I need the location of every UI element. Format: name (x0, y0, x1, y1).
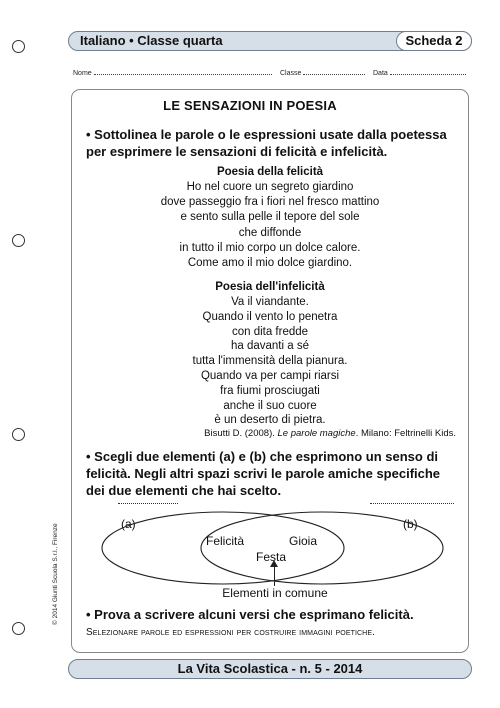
poem-line: tutta l'immensità della pianura. (192, 355, 348, 368)
poem-line: Ho nel cuore un segreto giardino (186, 181, 354, 193)
label-a: (a) (121, 517, 136, 531)
poem-line: Come amo il mio dolce giardino. (187, 257, 353, 269)
instruction-venn: • Scegli due elementi (a) e (b) che esprimono un senso di felicità. Negli altri spazi scrivi le parole amiche specifiche dei due elementi che hai scelto. (86, 449, 441, 498)
instruction-underline: • Sottolinea le parole o le espressioni usate dalla poetessa per esprimere le sensazioni di felicità e infelicità. (86, 127, 447, 159)
venn-ellipse-b (201, 512, 443, 584)
poem-line: anche il suo cuore (223, 399, 317, 412)
citation-publisher: . Milano: Feltrinelli Kids. (355, 428, 456, 439)
poem-line: fra fiumi prosciugati (220, 384, 320, 397)
venn-word-gioia: Gioia (289, 534, 318, 548)
common-elements-label: Elementi in comune (222, 586, 328, 600)
hint-text: Selezionare parole ed espressioni per costruire immagini poetiche. (86, 627, 375, 638)
citation-book: Le parole magiche (277, 428, 356, 439)
poem-line: ha davanti a sé (230, 340, 309, 353)
name-label: Nome (73, 70, 92, 77)
poem-line: Quando il vento lo penetra (202, 310, 338, 323)
poem-line: dove passeggio fra i fiori nel fresco mattino (160, 196, 380, 209)
scheda-badge: Scheda 2 (396, 31, 472, 51)
poem-line: in tutto il mio corpo un dolce calore. (179, 241, 361, 254)
poem-line: Quando va per campi riarsi (200, 370, 340, 382)
poem-line: e sento sulla pelle il tepore del sole (180, 211, 360, 224)
citation-author: Bisutti D. (2008). (204, 428, 278, 439)
copyright: © 2014 Giunti Scuola S.r.l., Firenze (52, 523, 59, 625)
footer-bar: La Vita Scolastica - n. 5 - 2014 (68, 659, 472, 679)
worksheet-title: LE SENSAZIONI IN POESIA (163, 98, 337, 113)
class-label: Classe (280, 70, 302, 77)
poem-line: con dita fredde (231, 325, 309, 338)
instruction-write-verses: • Prova a scrivere alcuni versi che esprimano felicità. (86, 607, 414, 622)
venn-word-festa: Festa (256, 550, 287, 564)
poem-line: che diffonde (238, 226, 302, 239)
poem-line: è un deserto di pietra. (214, 414, 326, 427)
label-b: (b) (403, 517, 418, 531)
venn-word-felicita: Felicità (206, 534, 245, 548)
venn-ellipse-a (102, 512, 344, 584)
header-title: Italiano • Classe quarta (80, 33, 223, 48)
poem-line: Va il viandante. (231, 296, 309, 308)
arrow-shaft (274, 565, 275, 586)
poem-unhappiness-title: Poesia dell'infelicità (215, 281, 325, 293)
poem-happiness-title: Poesia della felicità (216, 166, 324, 178)
date-label: Data (373, 70, 388, 77)
